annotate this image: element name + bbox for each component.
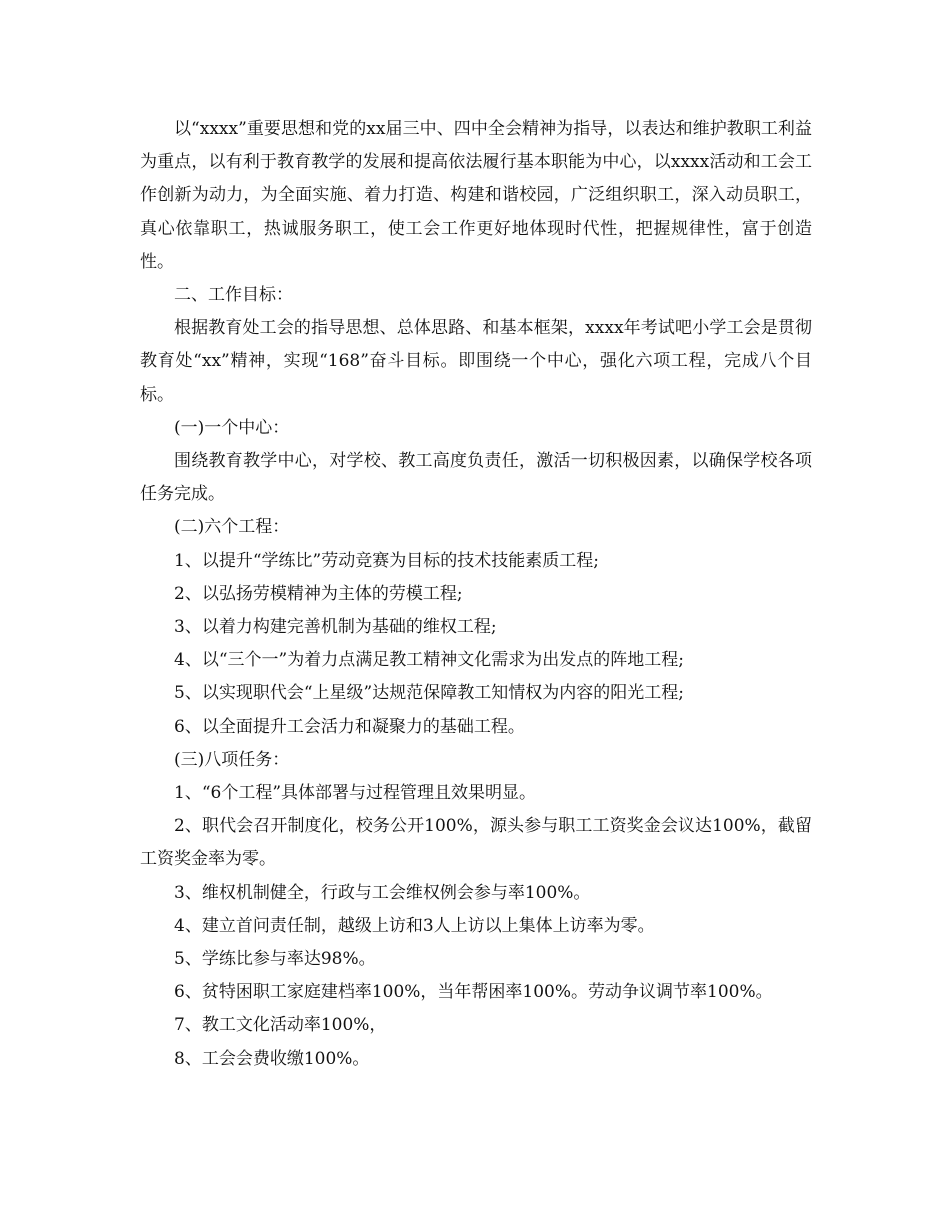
list-item-task-1: 1、“6个工程”具体部署与过程管理且效果明显。 — [174, 783, 537, 804]
list-item-project-2: 2、以弘扬劳模精神为主体的劳模工程; — [174, 583, 463, 604]
list-item-task-7: 7、教工文化活动率100%， — [174, 1015, 387, 1036]
list-item-project-5: 5、以实现职代会“上星级”达规范保障教工知情权为内容的阳光工程; — [174, 683, 684, 704]
list-item-task-8: 8、工会会费收缴100%。 — [174, 1048, 370, 1069]
list-item-task-2: 2、职代会召开制度化，校务公开100%，源头参与职工工资奖金会议达100%，截留工资奖金率为零。 — [140, 816, 812, 870]
list-item-project-6: 6、以全面提升工会活力和凝聚力的基础工程。 — [174, 716, 525, 737]
list-item-project-1: 1、以提升“学练比”劳动竞赛为目标的技术技能素质工程; — [174, 550, 599, 571]
list-item-task-3: 3、维权机制健全，行政与工会维权例会参与率100%。 — [174, 882, 591, 903]
list-item-project-4: 4、以“三个一”为着力点满足教工精神文化需求为出发点的阵地工程; — [174, 650, 684, 671]
heading-work-goals: 二、工作目标： — [174, 285, 293, 306]
paragraph-goals-overview: 根据教育处工会的指导思想、总体思路、和基本框架，xxxx年考试吧小学工会是贯彻教育处“xx”精神，实现“168”奋斗目标。即围绕一个中心，强化六项工程，完成八个目标。 — [140, 318, 812, 405]
heading-one-center: (一)一个中心： — [174, 417, 290, 438]
list-item-task-5: 5、学练比参与率达98%。 — [174, 949, 376, 970]
heading-six-projects: (二)六个工程： — [174, 517, 290, 538]
heading-eight-tasks: (三)八项任务： — [174, 749, 290, 770]
list-item-task-6: 6、贫特困职工家庭建档率100%，当年帮困率100%。劳动争议调节率100%。 — [174, 982, 773, 1003]
document-body — [140, 113, 812, 1076]
list-item-project-3: 3、以着力构建完善机制为基础的维权工程; — [174, 617, 497, 638]
paragraph-guiding-ideology: 以“xxxx”重要思想和党的xx届三中、四中全会精神为指导，以表达和维护教职工利益为重点，以有利于教育教学的发展和提高依法履行基本职能为中心，以xxxx活动和工会工作创新为动力，为全面实施、着力打造、构建和谐校园，广泛组织职工，深入动员职工，真心依靠职工，热诚服务职工，使工会工作更好地体现时代性，把握规律性，富于创造性。 — [140, 119, 812, 272]
paragraph-one-center: 围绕教育教学中心，对学校、教工高度负责任，激活一切积极因素，以确保学校各项任务完成。 — [140, 451, 812, 505]
list-item-task-4: 4、建立首问责任制，越级上访和3人上访以上集体上访率为零。 — [174, 915, 655, 936]
